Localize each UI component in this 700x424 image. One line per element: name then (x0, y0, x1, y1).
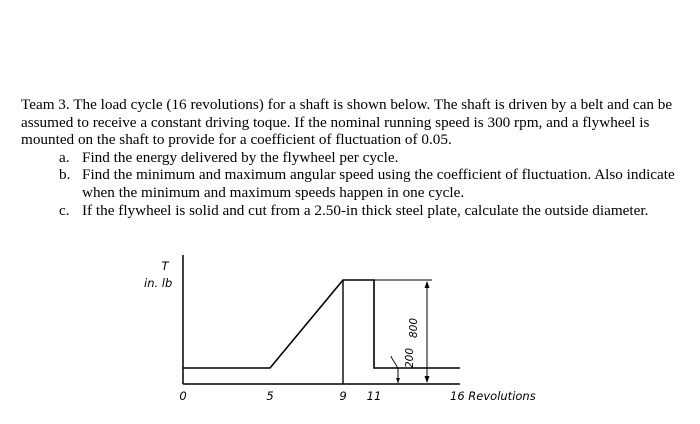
y-axis-unit: in. lb (144, 276, 173, 290)
dim-800-arrowhead-bottom (425, 376, 430, 383)
part-a-text: Find the energy delivered by the flywheel per cycle. (82, 148, 399, 166)
part-c (21, 202, 681, 220)
dim-800-arrowhead-top (425, 281, 430, 288)
load-cycle-figure (130, 250, 560, 420)
dim-200-arrowhead (396, 378, 400, 383)
part-a-marker: a. (59, 148, 70, 166)
problem-statement (21, 96, 681, 219)
x-tick-5: 5 (266, 389, 274, 403)
x-tick-9: 9 (339, 389, 347, 403)
problem-intro: Team 3. The load cycle (16 revolutions) for a shaft is shown below. The shaft is driven by a belt and can be assumed to receive a constant driving toque. If the nominal running speed is 300 rpm, and a flywheel is mounted on the shaft to provide for a coefficient of fluctuation of 0.05. (21, 96, 673, 149)
part-b-text: Find the minimum and maximum angular speed using the coefficient of fluctuation. Also indicate when the minimum and maximum speeds happen in one cycle. (82, 166, 675, 201)
dim-800-label: 800 (408, 317, 420, 338)
problem-parts-list (21, 149, 681, 219)
part-c-text: If the flywheel is solid and cut from a 2.50-in thick steel plate, calculate the outside diameter. (82, 201, 649, 219)
part-c-marker: c. (59, 201, 70, 219)
part-a (21, 149, 681, 167)
x-tick-11: 11 (366, 389, 382, 403)
x-end-label: 16 Revolutions (450, 389, 536, 403)
part-b (21, 166, 681, 201)
dim-200-label: 200 (404, 347, 416, 368)
y-axis-label: T (161, 259, 169, 273)
dim-200-leader (391, 356, 398, 369)
torque-diagram (130, 250, 560, 420)
part-b-marker: b. (59, 166, 71, 184)
x-tick-0: 0 (179, 389, 187, 403)
